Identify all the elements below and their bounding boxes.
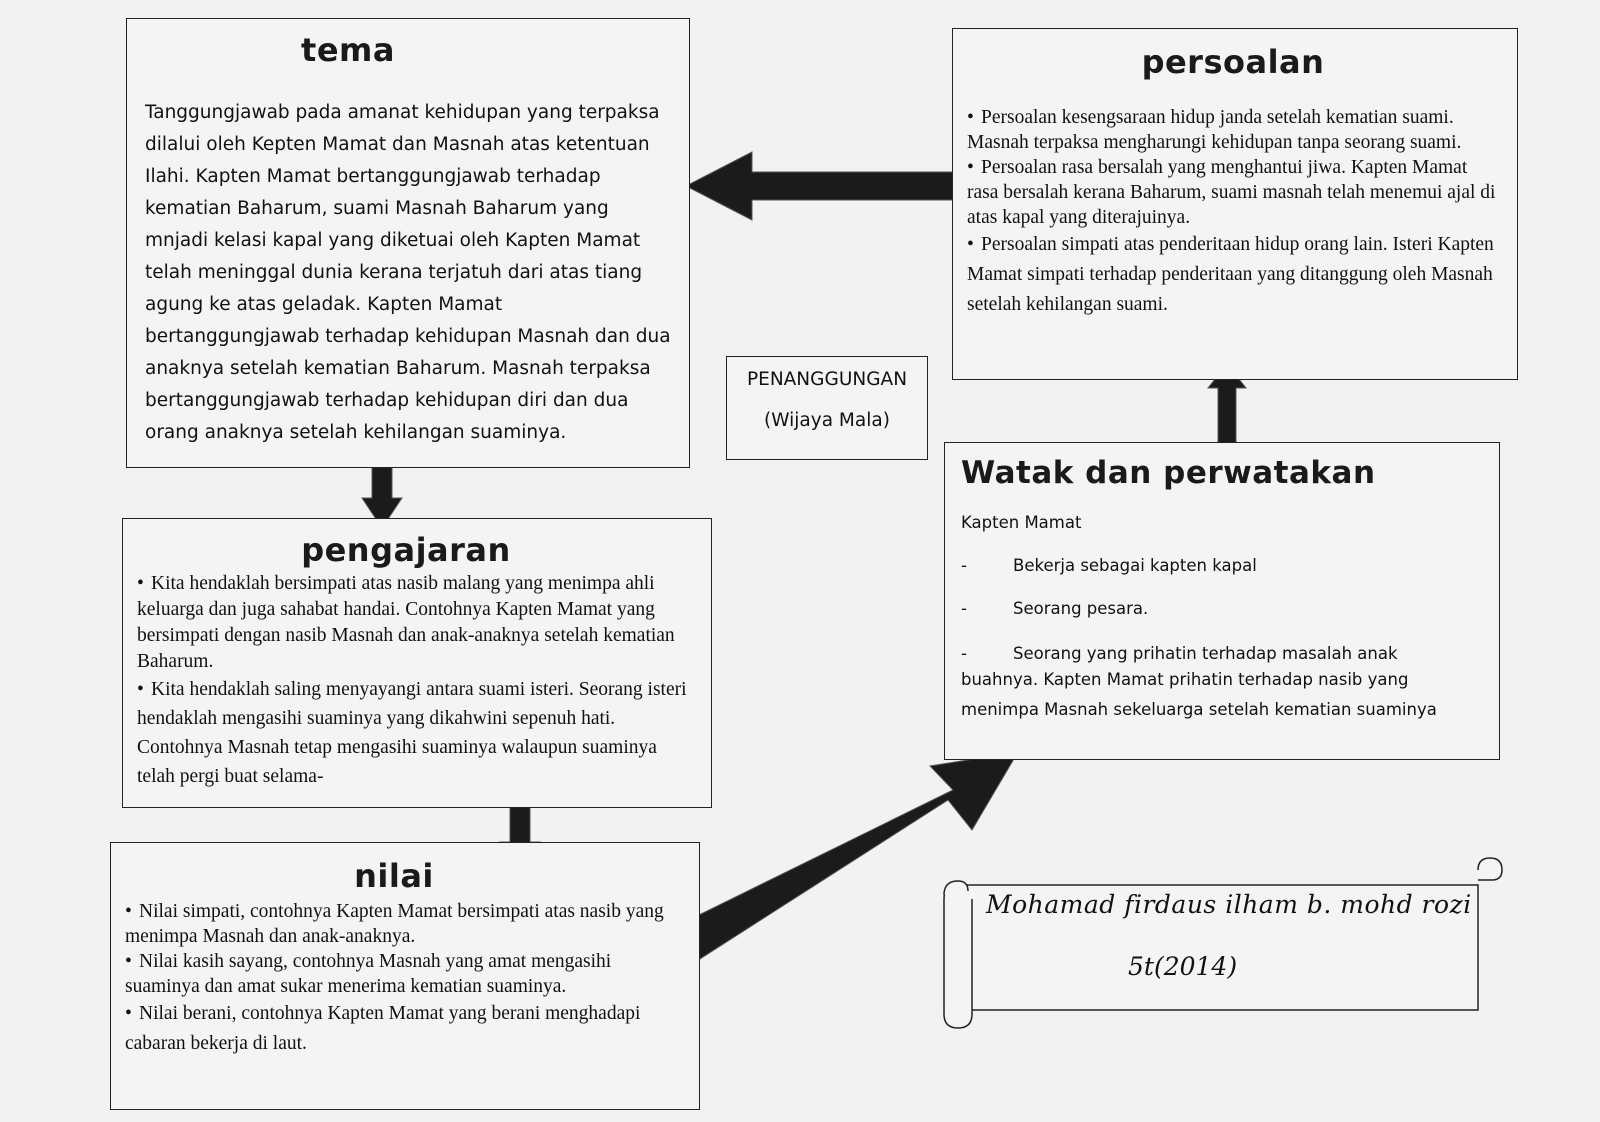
story-author: (Wijaya Mala) <box>764 410 890 431</box>
persoalan-item: • Persoalan rasa bersalah yang menghantui jiwa. Kapten Mamat rasa bersalah kerana Baharum, suami masnah telah menemui ajal di atas kapal yang diterajuinya. <box>967 157 1496 228</box>
persoalan-list <box>967 105 1499 320</box>
watak-box <box>944 442 1500 760</box>
persoalan-box <box>952 28 1518 380</box>
tema-body: Tanggungjawab pada amanat kehidupan yang terpaksa dilalui oleh Kepten Mamat dan Masnah atas ketentuan Ilahi. Kapten Mamat bertanggungjawab terhadap kematian Baharum, suami Masnah Baharum yang mnjadi kelasi kapal yang diketuai oleh Kapten Mamat telah meninggal dunia kerana terjatuh dari atas tiang agung ke atas geladak. Kapten Mamat bertanggungjawab terhadap kehidupan Masnah dan dua anaknya setelah kematian Baharum. Masnah terpaksa bertanggungjawab terhadap kehidupan diri dan dua orang anaknya setelah kehilangan suaminya. <box>145 102 671 443</box>
author-name: Mohamad firdaus ilham b. mohd rozi <box>986 890 1472 919</box>
persoalan-item: • Persoalan simpati atas penderitaan hidup orang lain. Isteri Kapten Mamat simpati terhadap penderitaan yang ditanggung oleh Masnah setelah kehilangan suami. <box>967 234 1494 315</box>
nilai-list <box>125 899 683 1059</box>
watak-title: Watak dan perwatakan <box>961 455 1376 491</box>
watak-trait: - Seorang pesara. <box>961 599 1149 618</box>
story-title: PENANGGUNGAN <box>746 369 908 390</box>
tema-title: tema <box>301 31 395 69</box>
tema-box <box>126 18 690 468</box>
arrow-persoalan-to-tema <box>686 152 956 220</box>
persoalan-item: • Persoalan kesengsaraan hidup janda setelah kematian suami. Masnah terpaksa mengharungi kehidupan tanpa seorang suami. <box>967 107 1462 153</box>
author-scroll <box>944 858 1502 1028</box>
nilai-title: nilai <box>354 857 434 895</box>
nilai-item: • Nilai simpati, contohnya Kapten Mamat bersimpati atas nasib yang menimpa Masnah dan anak-anaknya. <box>125 901 664 947</box>
pengajaran-title: pengajaran <box>301 531 511 569</box>
author-class: 5t(2014) <box>1128 952 1238 981</box>
nilai-box <box>110 842 700 1110</box>
story-title-box <box>726 356 928 460</box>
pengajaran-item: • Kita hendaklah saling menyayangi antara suami isteri. Seorang isteri hendaklah mengasihi suaminya yang dikahwini sepenuh hati. Contohnya Masnah tetap mengasihi suaminya walaupun suaminya telah pergi buat selama- <box>137 679 687 787</box>
watak-trait: - Bekerja sebagai kapten kapal <box>961 556 1257 575</box>
persoalan-title: persoalan <box>1141 43 1325 81</box>
pengajaran-box <box>122 518 712 808</box>
nilai-item: • Nilai kasih sayang, contohnya Masnah yang amat mengasihi suaminya dan amat sukar menerima kematian suaminya. <box>125 951 612 997</box>
watak-character: Kapten Mamat <box>961 513 1082 532</box>
pengajaran-list <box>137 571 695 791</box>
watak-trait: - Seorang yang prihatin terhadap masalah anak <box>961 644 1398 663</box>
nilai-item: • Nilai berani, contohnya Kapten Mamat yang berani menghadapi cabaran bekerja di laut. <box>125 1003 641 1054</box>
watak-continuation: buahnya. Kapten Mamat prihatin terhadap nasib yang menimpa Masnah sekeluarga setelah kematian suaminya <box>961 670 1437 719</box>
pengajaran-item: • Kita hendaklah bersimpati atas nasib malang yang menimpa ahli keluarga dan juga sahabat handai. Contohnya Kapten Mamat yang bersimpati dengan nasib Masnah dan anak-anaknya setelah kematian Baharum. <box>137 573 675 672</box>
